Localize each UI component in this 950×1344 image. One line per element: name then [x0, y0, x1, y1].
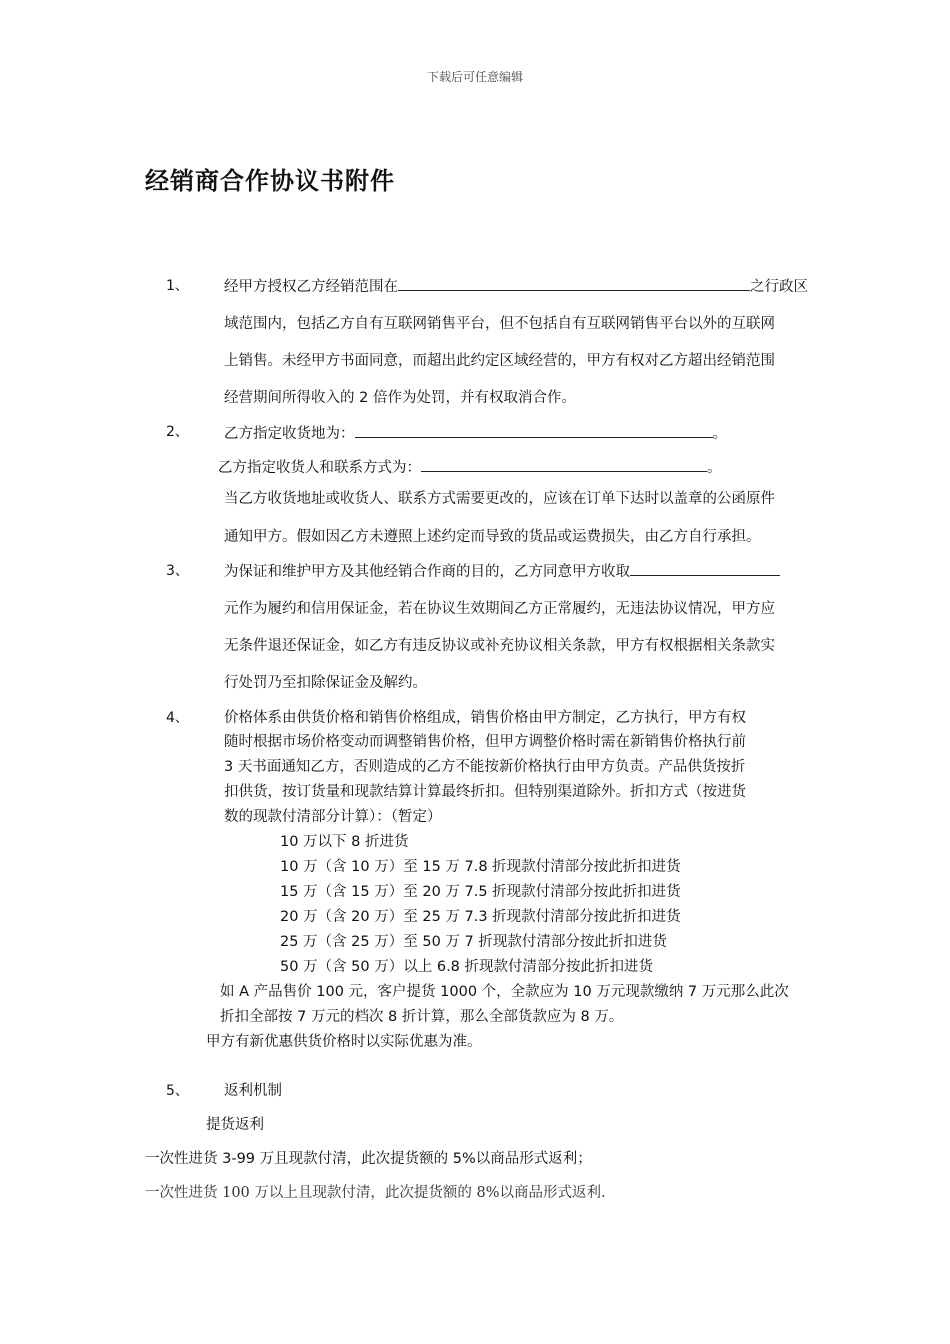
section-1-line-4: 经营期间所得收入的 2 倍作为处罚，并有权取消合作。 [224, 390, 576, 406]
section-5-subtitle: 提货返利 [206, 1117, 264, 1133]
section-2-line-4: 通知甲方。假如因乙方未遵照上述约定而导致的货品或运费损失，由乙方自行承担。 [224, 529, 761, 545]
section-2-number: 2、 [166, 424, 189, 440]
section-1-line-3: 上销售。未经甲方书面同意，而超出此约定区域经营的，甲方有权对乙方超出经销范围 [224, 353, 775, 369]
section-3-line-1: 为保证和维护甲方及其他经销合作商的目的，乙方同意甲方收取 [224, 559, 780, 581]
example-line-1: 如 A 产品售价 100 元，客户提货 1000 个，全款应为 10 万元现款缴纳 7 万元那么此次 [220, 984, 789, 1000]
discount-tier: 15 万（含 15 万）至 20 万 7.5 折现款付清部分按此折扣进货 [280, 884, 681, 900]
example-line-2: 折扣全部按 7 万元的档次 8 折计算，那么全部货款应为 8 万。 [220, 1009, 624, 1025]
discount-tier: 25 万（含 25 万）至 50 万 7 折现款付清部分按此折扣进货 [280, 934, 667, 950]
section-1-line-1: 经甲方授权乙方经销范围在 之行政区 [224, 274, 808, 296]
section-2-line-2: 乙方指定收货人和联系方式为： 。 [218, 455, 722, 477]
section-4-line-5: 数的现款付清部分计算）：（暂定） [224, 809, 442, 825]
page-header: 下载后可任意编辑 [426, 70, 523, 84]
territory-blank[interactable] [398, 274, 750, 291]
discount-tier: 50 万（含 50 万）以上 6.8 折现款付清部分按此折扣进货 [280, 959, 654, 975]
section-2-line-3: 当乙方收货地址或收货人、联系方式需要更改的，应该在订单下达时以盖章的公函原件 [224, 491, 775, 507]
section-3-line-3: 无条件退还保证金，如乙方有违反协议或补充协议相关条款，甲方有权根据相关条款实 [224, 638, 775, 654]
section-4-line-1: 价格体系由供货价格和销售价格组成，销售价格由甲方制定，乙方执行，甲方有权 [224, 710, 746, 726]
section-3-line-4: 行处罚乃至扣除保证金及解约。 [224, 675, 427, 691]
discount-note: 甲方有新优惠供货价格时以实际优惠为准。 [206, 1034, 482, 1050]
consignee-contact-blank[interactable] [421, 455, 707, 472]
document-title: 经销商合作协议书附件 [145, 167, 395, 195]
section-2-line-1: 乙方指定收货地为： 。 [224, 421, 727, 443]
discount-tier: 20 万（含 20 万）至 25 万 7.3 折现款付清部分按此折扣进货 [280, 909, 681, 925]
section-1-line-2: 域范围内，包括乙方自有互联网销售平台，但不包括自有互联网销售平台以外的互联网 [224, 316, 775, 332]
section-4-line-3: 3 天书面通知乙方，否则造成的乙方不能按新价格执行由甲方负责。产品供货按折 [224, 759, 746, 775]
rebate-rule-1: 一次性进货 3-99 万且现款付清，此次提货额的 5%以商品形式返利； [145, 1151, 592, 1167]
section-5-title: 返利机制 [224, 1083, 282, 1099]
section-3-line-2: 元作为履约和信用保证金，若在协议生效期间乙方正常履约，无违法协议情况，甲方应 [224, 601, 775, 617]
rebate-rule-2: 一次性进货 100 万以上且现款付清，此次提货额的 8%以商品形式返利. [145, 1185, 606, 1201]
discount-tier: 10 万（含 10 万）至 15 万 7.8 折现款付清部分按此折扣进货 [280, 859, 681, 875]
discount-tier: 10 万以下 8 折进货 [280, 834, 409, 850]
section-1-number: 1、 [166, 278, 189, 294]
delivery-address-blank[interactable] [355, 421, 713, 438]
section-5-number: 5、 [166, 1083, 189, 1099]
section-3-number: 3、 [166, 563, 189, 579]
section-4-line-4: 扣供货，按订货量和现款结算计算最终折扣。但特别渠道除外。折扣方式（按进货 [224, 784, 746, 800]
section-4-line-2: 随时根据市场价格变动而调整销售价格，但甲方调整价格时需在新销售价格执行前 [224, 734, 746, 750]
section-4-number: 4、 [166, 710, 189, 726]
deposit-amount-blank[interactable] [630, 559, 780, 576]
